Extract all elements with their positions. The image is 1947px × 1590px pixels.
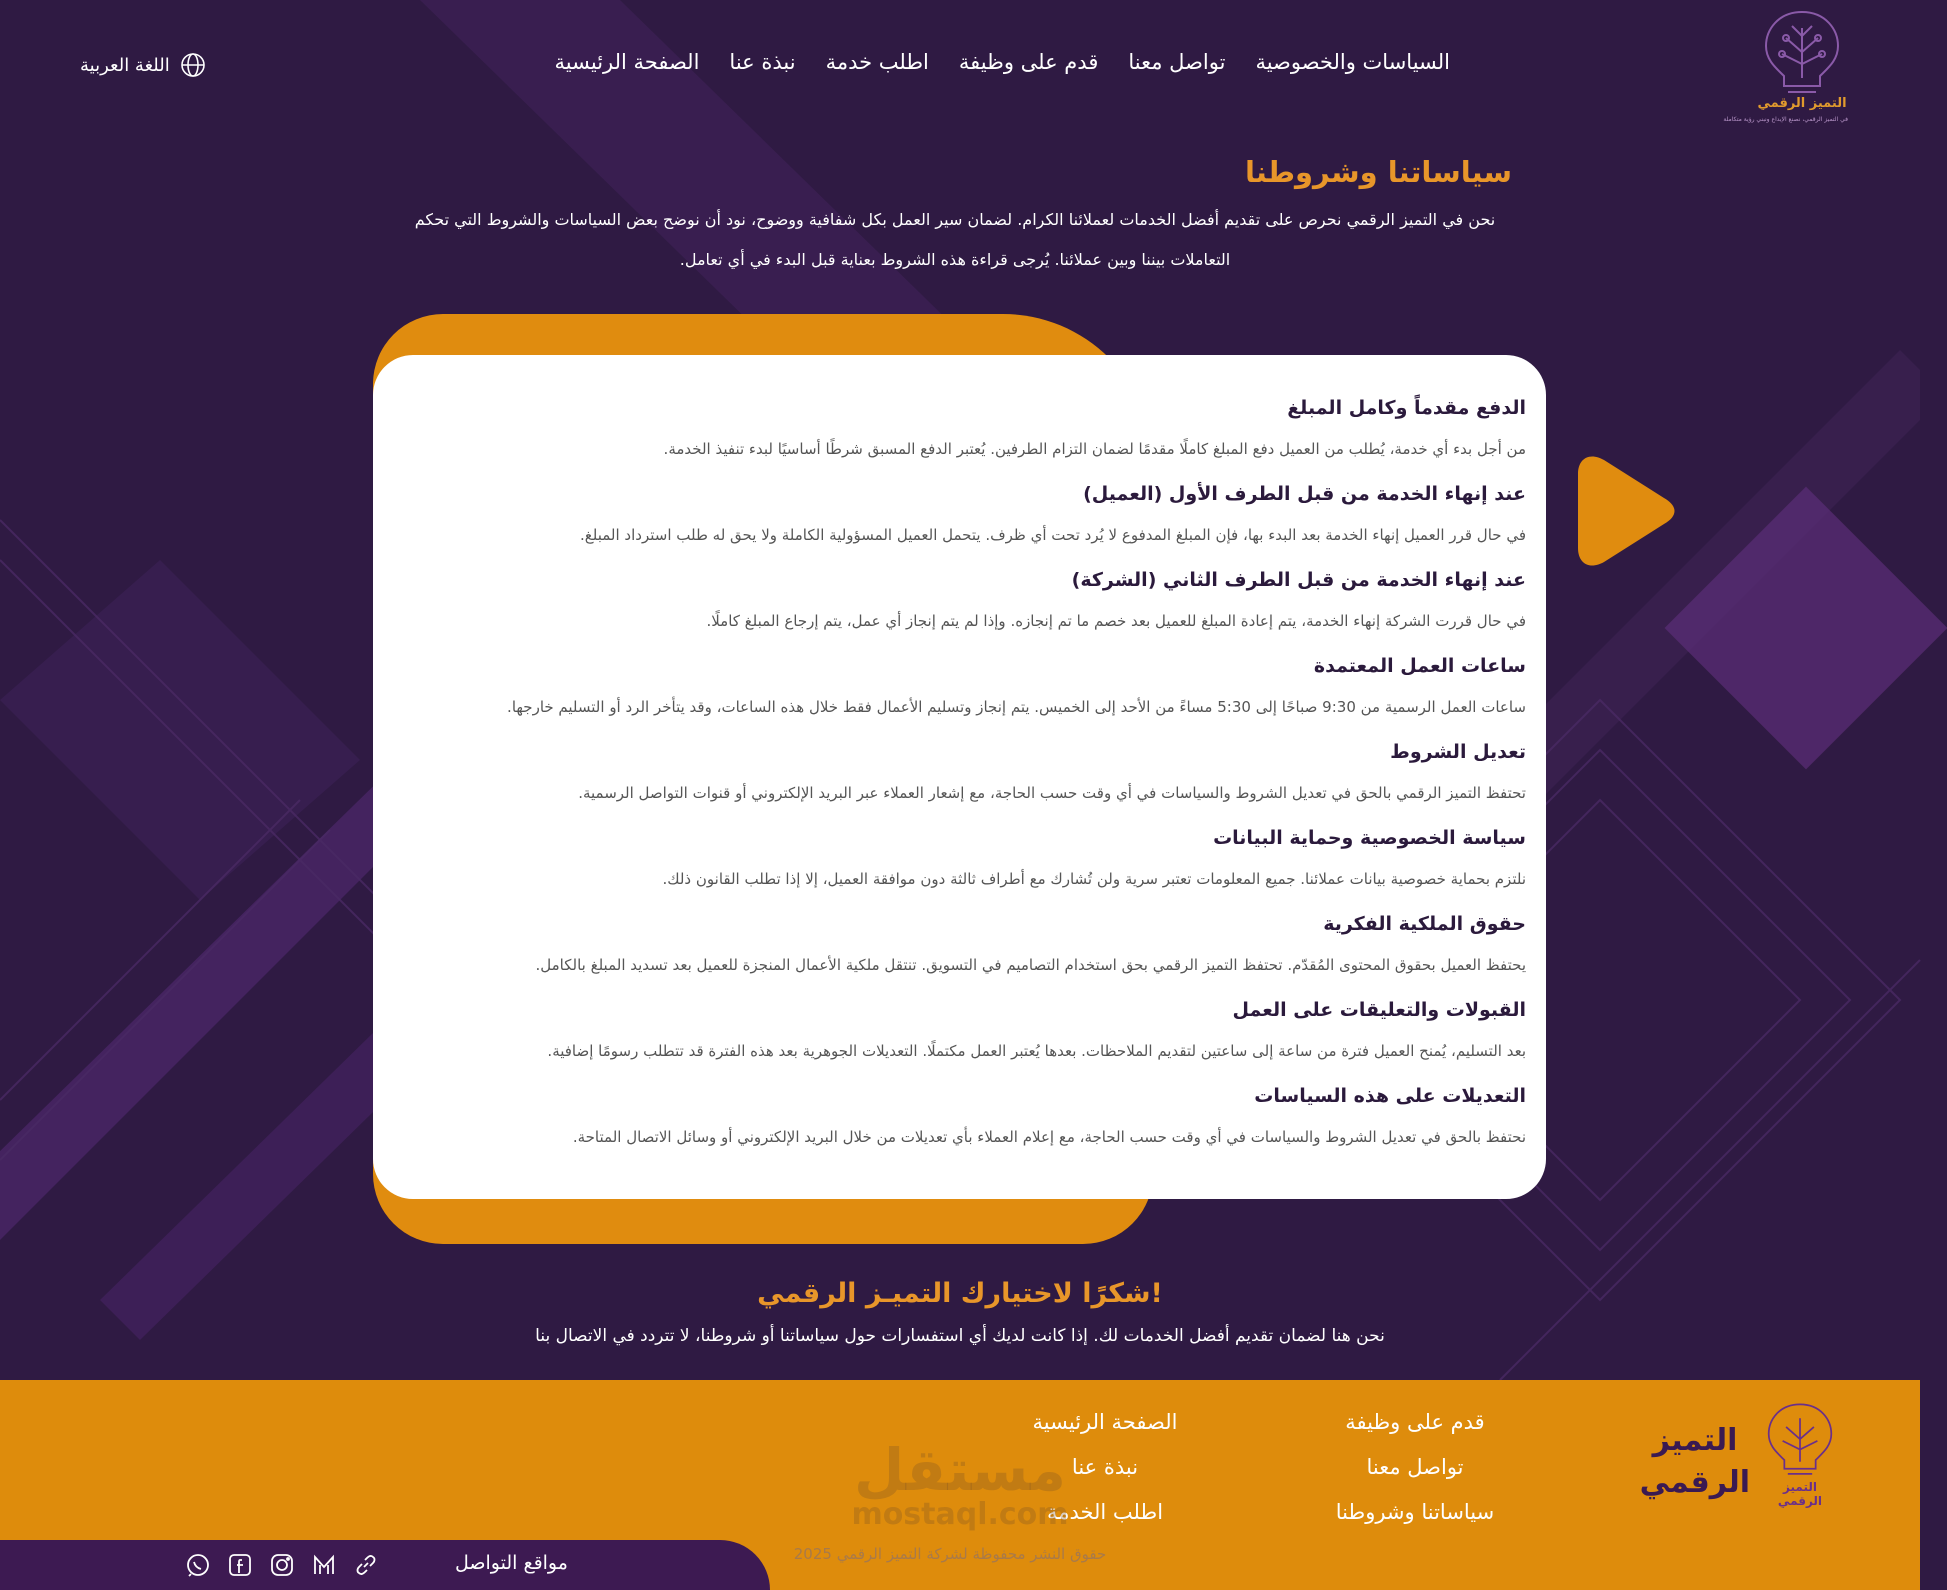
policy-text: تحتفظ التميز الرقمي بالحق في تعديل الشروط والسياسات في أي وقت حسب الحاجة، مع إشعار العملاء عبر البريد الإلكتروني أو قنوات التواصل الرسمية. [578, 784, 1526, 802]
intro-text: نحن في التميز الرقمي نحرص على تقديم أفضل الخدمات لعملائنا الكرام. لضمان سير العمل بكل شفافية ووضوح، نود أن نوضح بعض السياسات والشروط التي تحكم التعاملات بيننا وبين عملائنا. يُرجى قراءة هذه الشروط بعناية قبل البدء في أي تعامل. [414, 210, 1496, 269]
facebook-icon[interactable] [227, 1552, 253, 1578]
footer-logo-name: التميز الرقمي [1777, 1480, 1823, 1508]
site-header [0, 0, 1920, 130]
watermark [840, 1436, 1080, 1532]
policy-text: من أجل بدء أي خدمة، يُطلب من العميل دفع المبلغ كاملًا مقدمًا لضمان التزام الطرفين. يُعتبر الدفع المسبق شرطًا أساسيًا لبدء تنفيذ الخدمة. [663, 440, 1526, 458]
policy-text: ساعات العمل الرسمية من 9:30 صباحًا إلى 5:30 مساءً من الأحد إلى الخميس. يتم إنجاز وتسليم الأعمال فقط خلال هذه الساعات، وقد يتأخر الرد أو التسليم خارجها. [507, 698, 1526, 716]
lightbulb-icon [1760, 1400, 1840, 1480]
policy-item [393, 567, 1526, 633]
policies-card [373, 355, 1546, 1199]
nav-apply-job[interactable]: قدم على وظيفة [958, 50, 1099, 74]
whatsapp-icon[interactable] [185, 1552, 211, 1578]
policy-text: نحتفظ بالحق في تعديل الشروط والسياسات في أي وقت حسب الحاجة، مع إعلام العملاء بأي تعديلات من خلال البريد الإلكتروني أو وسائل الاتصال المتاحة. [572, 1128, 1526, 1146]
social-icons [185, 1552, 379, 1578]
policy-item [393, 653, 1526, 719]
policy-item [393, 825, 1526, 891]
nav-contact[interactable]: تواصل معنا [1128, 50, 1226, 74]
play-icon [1568, 452, 1678, 570]
main-nav [525, 50, 1450, 74]
footer-link-apply-job[interactable]: قدم على وظيفة [1345, 1410, 1485, 1434]
language-label: اللغة العربية [80, 54, 170, 76]
footer-link-policies[interactable]: سياساتنا وشروطنا [1335, 1500, 1495, 1524]
nav-policies[interactable]: السياسات والخصوصية [1255, 50, 1450, 74]
footer-link-home[interactable]: الصفحة الرئيسية [1032, 1410, 1178, 1434]
lightbulb-icon [1756, 8, 1848, 98]
policy-text: في حال قرر العميل إنهاء الخدمة بعد البدء بها، فإن المبلغ المدفوع لا يُرد تحت أي ظرف. يتحمل العميل المسؤولية الكاملة ولا يحق له طلب استرداد المبلغ. [580, 526, 1526, 544]
site-logo[interactable] [1723, 8, 1848, 128]
logo-name: التميز الرقمي [1757, 96, 1847, 111]
footer-link-request-service[interactable]: اطلب الخدمة [1046, 1500, 1164, 1524]
language-switcher[interactable] [80, 52, 206, 78]
policy-title: الدفع مقدماً وكامل المبلغ [1287, 397, 1526, 419]
globe-icon [180, 52, 206, 78]
instagram-icon[interactable] [269, 1552, 295, 1578]
policy-title: عند إنهاء الخدمة من قبل الطرف الثاني (الشركة) [1071, 569, 1526, 591]
policy-title: التعديلات على هذه السياسات [1254, 1085, 1526, 1107]
page-title: سياساتنا وشروطنا [1244, 155, 1512, 189]
footer-links-col1 [1320, 1400, 1510, 1535]
policy-text: يحتفظ العميل بحقوق المحتوى المُقدّم. تحتفظ التميز الرقمي بحق استخدام التصاميم في التسويق. تنتقل ملكية الأعمال المنجزة للعميل بعد تسديد المبلغ بالكامل. [535, 956, 1526, 974]
nav-about[interactable]: نبذة عنا [729, 50, 796, 74]
policy-item [393, 997, 1526, 1063]
footer-link-contact[interactable]: تواصل معنا [1366, 1455, 1464, 1479]
nav-request-service[interactable]: اطلب خدمة [825, 50, 929, 74]
mostaql-icon[interactable] [311, 1552, 337, 1578]
copyright: حقوق النشر محفوظة لشركة التميز الرقمي 2025 [793, 1545, 1107, 1563]
footer-brand: التميز الرقمي [1639, 1423, 1750, 1500]
policy-item [393, 481, 1526, 547]
policy-item [393, 739, 1526, 805]
policy-item [393, 395, 1526, 461]
watermark-url: mostaql.com [851, 1497, 1069, 1532]
footer-logo[interactable] [1760, 1400, 1840, 1520]
policy-text: نلتزم بحماية خصوصية بيانات عملائنا. جميع المعلومات تعتبر سرية ولن تُشارك مع أطراف ثالثة دون موافقة العميل، إلا إذا تطلب القانون ذلك. [662, 870, 1526, 888]
policy-title: حقوق الملكية الفكرية [1323, 913, 1526, 935]
policy-item [393, 1083, 1526, 1149]
thanks-text: نحن هنا لضمان تقديم أفضل الخدمات لك. إذا كانت لديك أي استفسارات حول سياساتنا أو شروطنا، لا تتردد في الاتصال بنا [535, 1326, 1385, 1346]
policy-title: سياسة الخصوصية وحماية البيانات [1213, 827, 1526, 849]
policy-title: عند إنهاء الخدمة من قبل الطرف الأول (العميل) [1083, 483, 1526, 505]
watermark-text: مستقل [853, 1436, 1067, 1504]
policy-title: ساعات العمل المعتمدة [1313, 655, 1526, 677]
social-bar [0, 1540, 770, 1590]
footer-link-about[interactable]: نبذة عنا [1071, 1455, 1139, 1479]
policy-text: في حال قررت الشركة إنهاء الخدمة، يتم إعادة المبلغ للعميل بعد خصم ما تم إنجازه. وإذا لم يتم إنجاز أي عمل، يتم إرجاع المبلغ كاملًا. [706, 612, 1526, 630]
policy-item [393, 911, 1526, 977]
thanks-title: !شكرًا لاختيارك التميـز الرقمي [757, 1278, 1163, 1309]
link-icon[interactable] [353, 1552, 379, 1578]
policy-text: بعد التسليم، يُمنح العميل فترة من ساعة إلى ساعتين لتقديم الملاحظات. بعدها يُعتبر العمل مكتملًا. التعديلات الجوهرية بعد هذه الفترة قد تتطلب رسومًا إضافية. [547, 1042, 1526, 1060]
social-title: مواقع التواصل [455, 1552, 568, 1574]
policy-title: القبولات والتعليقات على العمل [1232, 999, 1526, 1021]
nav-home[interactable]: الصفحة الرئيسية [554, 50, 700, 74]
policy-title: تعديل الشروط [1390, 741, 1526, 763]
logo-tagline: في التميز الرقمي، نصنع الإبداع ونبني رؤية متكاملة [1723, 116, 1848, 123]
